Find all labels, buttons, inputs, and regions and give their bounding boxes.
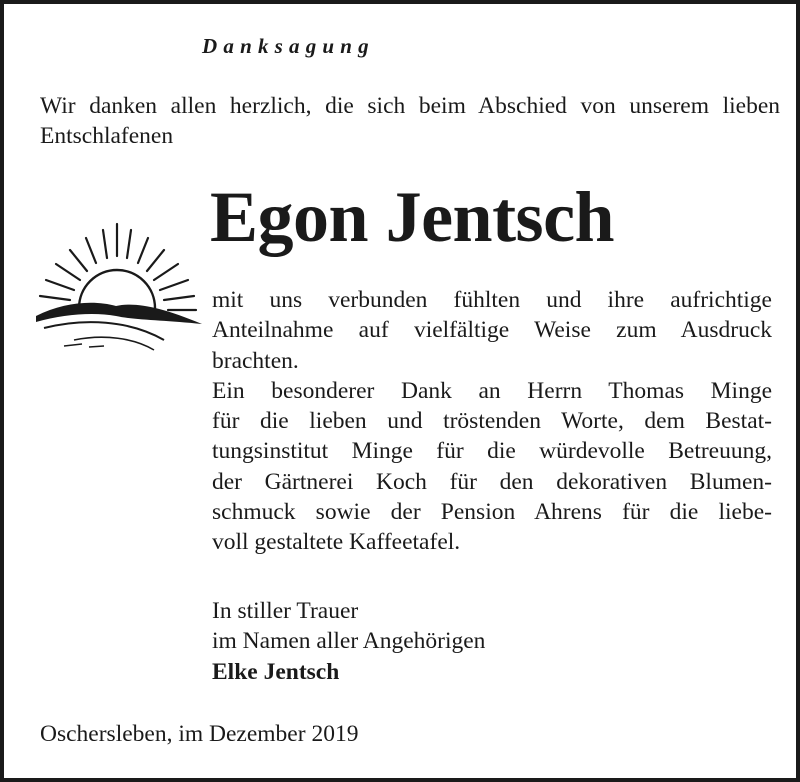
body-line: für die lieben und tröstenden Worte, dem Bestat- [212,408,772,435]
deceased-name: Egon Jentsch [210,177,615,257]
closing-line: im Namen aller Angehörigen [212,628,486,655]
body-line: Anteilnahme auf vielfältige Weise zum Ausdruck [212,317,772,344]
notice-heading: Danksagung [202,34,375,58]
body-line: der Gärtnerei Koch für den dekorativen Blumen- [212,468,772,495]
place-date: Oschersleben, im Dezember 2019 [40,721,359,747]
body-line: brachten. [212,347,299,374]
intro-text: Wir danken allen herzlich, die sich beim Abschied von unserem lieben Entschlafenen [40,93,780,149]
body-line: schmuck sowie der Pension Ahrens für die liebe- [212,499,772,526]
body-line: mit uns verbunden fühlten und ihre aufrichtige [212,287,772,313]
body-line: tungsinstitut Minge für die würdevolle Betreuung, [212,438,772,465]
sunrise-over-hills-icon [34,216,204,356]
body-line: Ein besonderer Dank an Herrn Thomas Minge [212,377,772,404]
body-line: voll gestaltete Kaffeetafel. [212,529,461,556]
signer-name: Elke Jentsch [212,658,340,685]
thanks-body [212,285,772,558]
closing-block [212,596,485,687]
closing-line: In stiller Trauer [212,598,359,624]
